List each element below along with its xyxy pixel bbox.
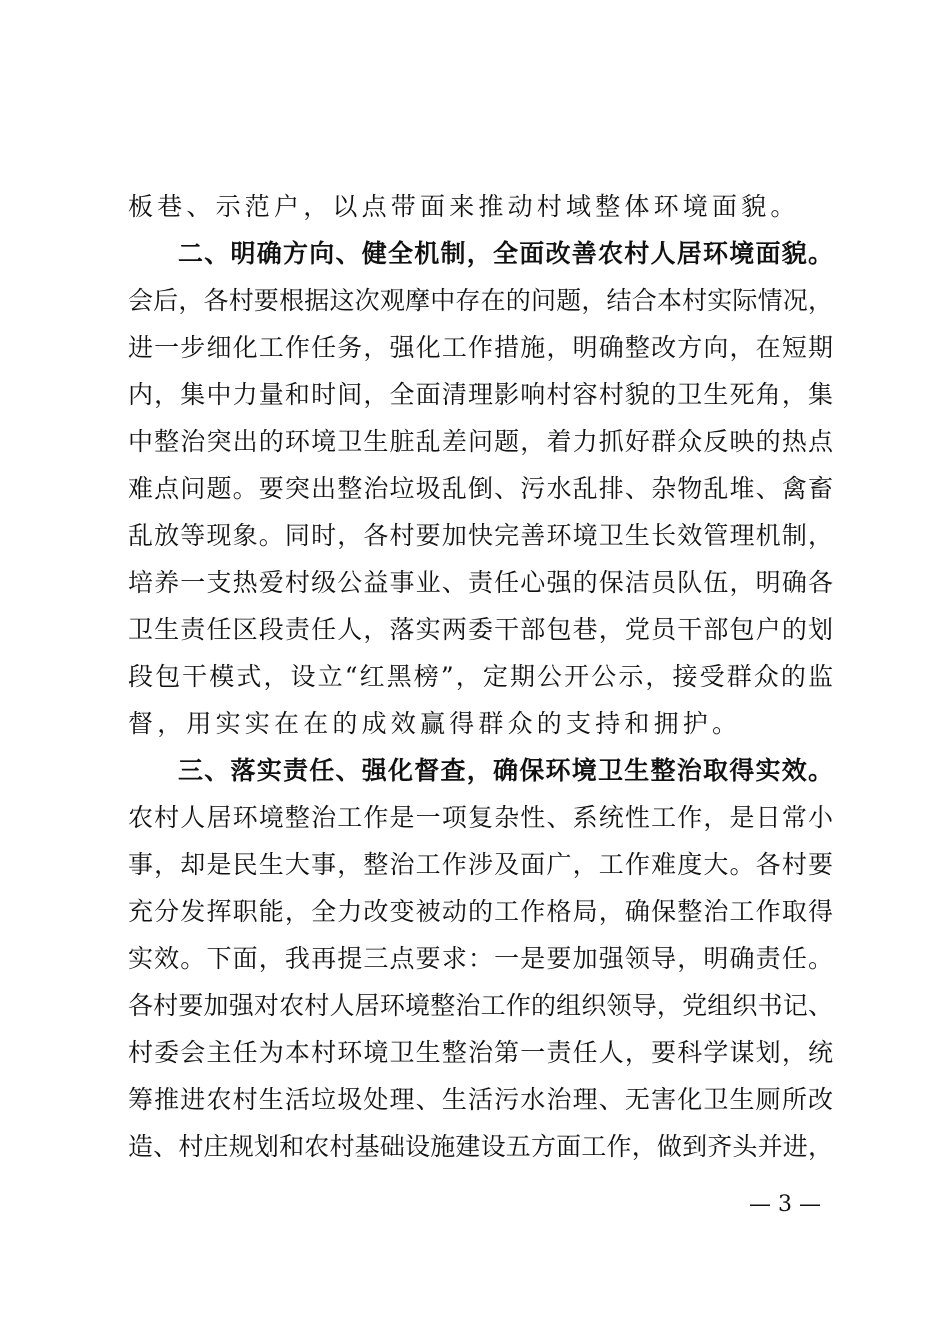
- paragraph-line: 造、村庄规划和农村基础设施建设五方面工作，做到齐头并进，: [128, 1132, 833, 1161]
- section-heading-3: 三、落实责任、强化督查，确保环境卫生整治取得实效。: [178, 756, 833, 785]
- paragraph-line: 农村人居环境整治工作是一项复杂性、系统性工作，是日常小: [128, 803, 833, 832]
- paragraph-line: 督，用实实在在的成效赢得群众的支持和拥护。: [128, 709, 742, 738]
- section-heading-2: 二、明确方向、健全机制，全面改善农村人居环境面貌。: [178, 239, 833, 268]
- paragraph-line: 培养一支热爱村级公益事业、责任心强的保洁员队伍，明确各: [128, 568, 833, 597]
- paragraph-line: 中整治突出的环境卫生脏乱差问题，着力抓好群众反映的热点: [128, 427, 833, 456]
- paragraph-line: 实效。下面，我再提三点要求：一是要加强领导，明确责任。: [128, 944, 833, 973]
- page-number: — 3 —: [749, 1192, 821, 1217]
- paragraph-line: 筹推进农村生活垃圾处理、生活污水治理、无害化卫生厕所改: [128, 1085, 833, 1114]
- paragraph-line: 难点问题。要突出整治垃圾乱倒、污水乱排、杂物乱堆、禽畜: [128, 474, 833, 503]
- paragraph-line: 乱放等现象。同时，各村要加快完善环境卫生长效管理机制，: [128, 521, 833, 550]
- paragraph-line: 各村要加强对农村人居环境整治工作的组织领导，党组织书记、: [128, 991, 833, 1020]
- paragraph-line: 卫生责任区段责任人，落实两委干部包巷，党员干部包户的划: [128, 615, 833, 644]
- paragraph-line: 村委会主任为本村环境卫生整治第一责任人，要科学谋划，统: [128, 1038, 833, 1067]
- paragraph-line: 内，集中力量和时间，全面清理影响村容村貌的卫生死角，集: [128, 380, 833, 409]
- paragraph-line: 进一步细化工作任务，强化工作措施，明确整改方向，在短期: [128, 333, 833, 362]
- paragraph-line: 事，却是民生大事，整治工作涉及面广，工作难度大。各村要: [128, 850, 833, 879]
- paragraph-line: 会后，各村要根据这次观摩中存在的问题，结合本村实际情况，: [128, 286, 833, 315]
- paragraph-line: 段包干模式，设立“红黑榜”，定期公开公示，接受群众的监: [128, 662, 833, 691]
- paragraph-line: 板巷、示范户，以点带面来推动村域整体环境面貌。: [128, 192, 800, 221]
- paragraph-line: 充分发挥职能，全力改变被动的工作格局，确保整治工作取得: [128, 897, 833, 926]
